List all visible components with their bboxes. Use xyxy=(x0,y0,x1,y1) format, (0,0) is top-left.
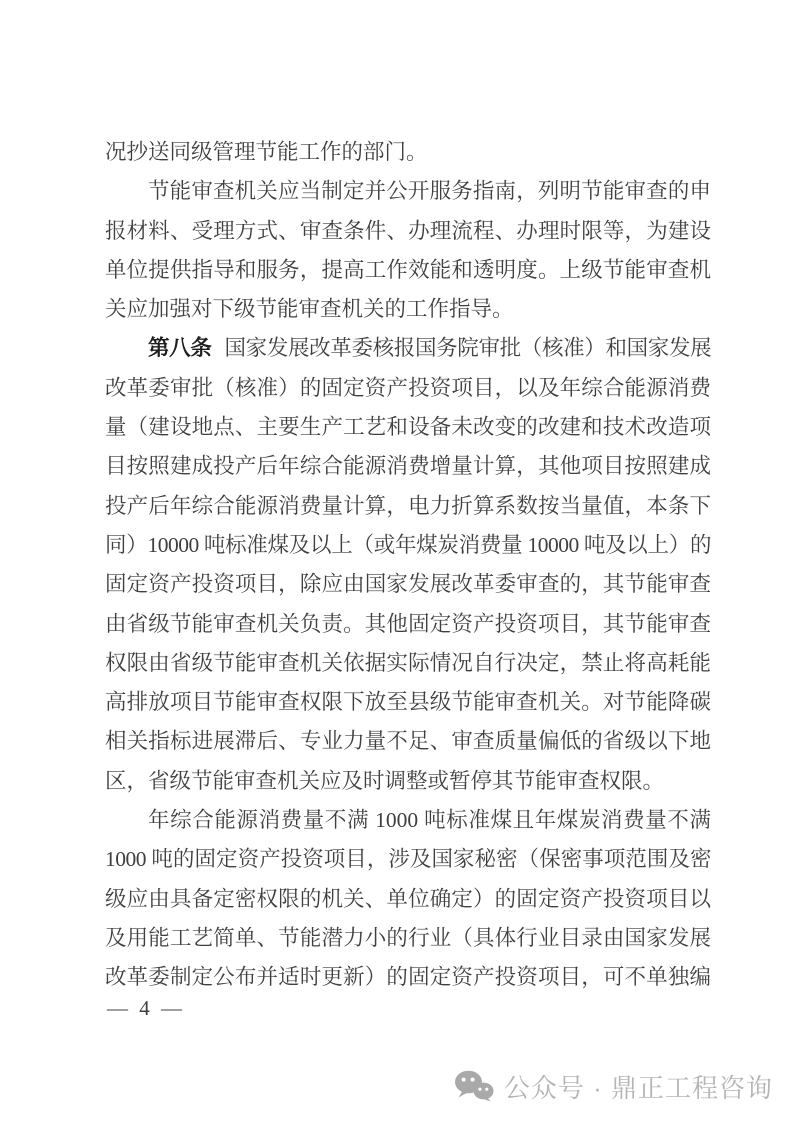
text-line: 年综合能源消费量不满 1000 吨标准煤且年煤炭消费量不满 xyxy=(148,808,711,833)
page-number: — 4 — xyxy=(107,996,185,1020)
text-line: 高排放项目节能审查权限下放至县级节能审查机关。对节能降碳 xyxy=(105,690,711,715)
text-line: 投产后年综合能源消费量计算，电力折算系数按当量值，本条下 xyxy=(105,493,711,518)
text-line: 固定资产投资项目，除应由国家发展改革委审查的，其节能审查 xyxy=(105,572,711,597)
text-line: 权限由省级节能审查机关依据实际情况自行决定，禁止将高耗能 xyxy=(105,650,711,675)
text-line: 1000 吨的固定资产投资项目，涉及国家秘密（保密事项范围及密 xyxy=(105,847,711,872)
article-number-bold: 第八条 xyxy=(148,336,212,361)
text-line: 同）10000 吨标准煤及以上（或年煤炭消费量 10000 吨及以上）的 xyxy=(105,532,711,557)
text-line: 目按照建成投产后年综合能源消费增量计算，其他项目按照建成 xyxy=(105,454,711,479)
text-line: 量（建设地点、主要生产工艺和设备未改变的改建和技术改造项 xyxy=(105,415,711,440)
text-line: 及用能工艺简单、节能潜力小的行业（具体行业目录由国家发展 xyxy=(105,925,711,950)
text-line: 级应由具备定密权限的机关、单位确定）的固定资产投资项目以 xyxy=(105,886,711,911)
text-line: 报材料、受理方式、审查条件、办理流程、办理时限等，为建设 xyxy=(105,218,711,243)
text-line: 区，省级节能审查机关应及时调整或暂停其节能审查权限。 xyxy=(105,768,665,793)
watermark-text: 公众号 · 鼎正工程咨询 xyxy=(503,1072,773,1103)
text-line: 相关指标进展滞后、专业力量不足、审查质量偏低的省级以下地 xyxy=(105,729,711,754)
text-line: 单位提供指导和服务，提高工作效能和透明度。上级节能审查机 xyxy=(105,257,711,282)
text-line: 关应加强对下级节能审查机关的工作指导。 xyxy=(105,297,514,322)
watermark-footer xyxy=(454,1068,773,1104)
document-body xyxy=(105,133,711,998)
text-line: 节能审查机关应当制定并公开服务指南，列明节能审查的申 xyxy=(148,179,711,204)
wechat-icon xyxy=(454,1070,494,1102)
text-line: 改革委审批（核准）的固定资产投资项目，以及年综合能源消费 xyxy=(105,375,711,400)
article-8-text: 国家发展改革委核报国务院审批（核准）和国家发展 xyxy=(224,336,712,361)
text-line: 改革委制定公布并适时更新）的固定资产投资项目，可不单独编 xyxy=(105,965,711,990)
text-line: 由省级节能审查机关负责。其他固定资产投资项目，其节能审查 xyxy=(105,611,711,636)
text-line xyxy=(105,329,711,368)
text-line: 况抄送同级管理节能工作的部门。 xyxy=(105,140,428,164)
